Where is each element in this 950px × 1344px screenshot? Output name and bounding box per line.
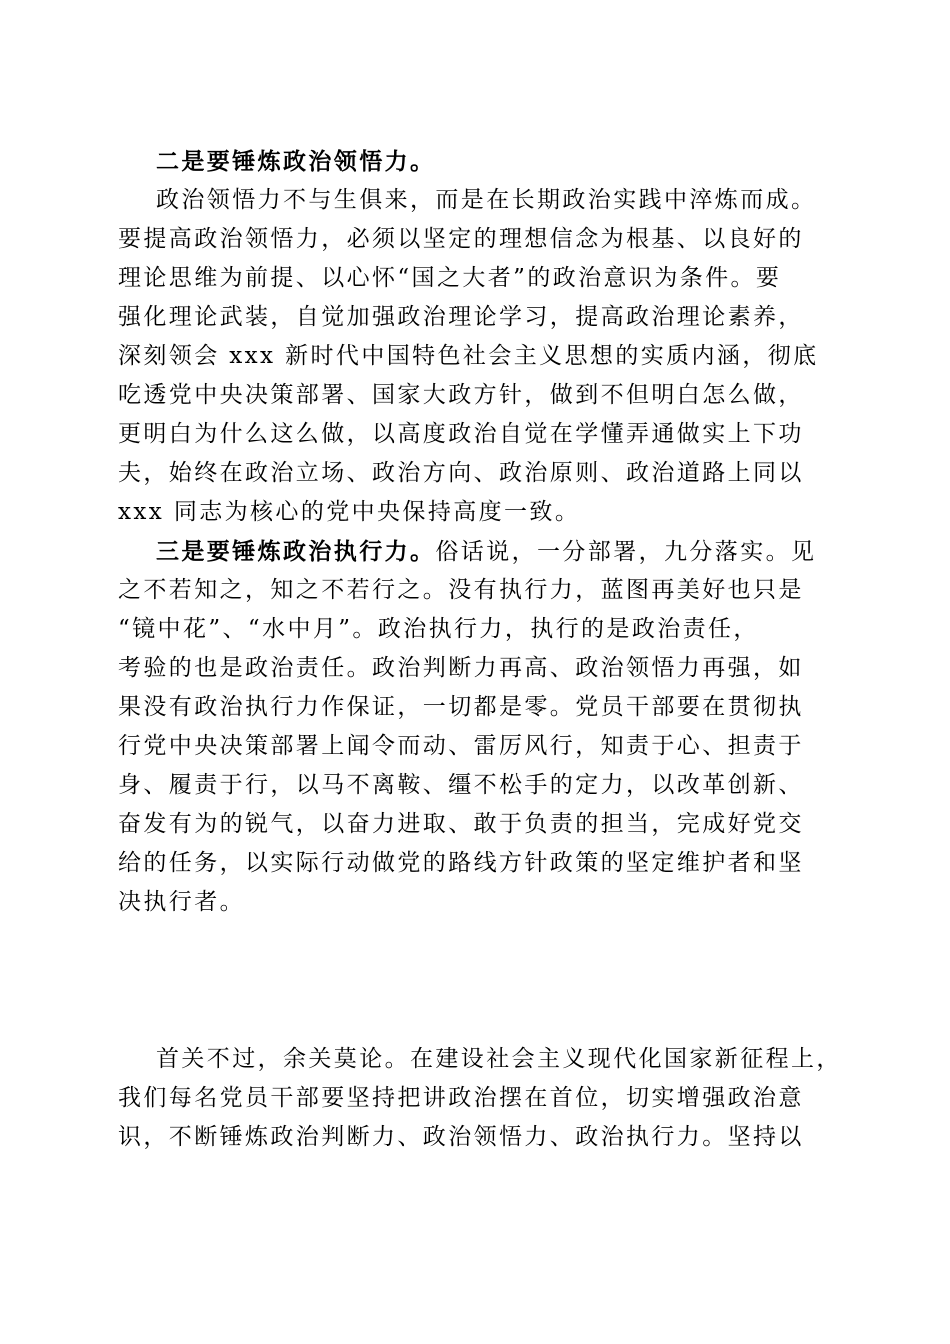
paragraph-text: 俗话说，一分部署，九分落实。见 [435,539,817,565]
paragraph-line: 更明白为什么这么做，以高度政治自觉在学懂弄通做实上下功 [118,421,804,447]
paragraph-line: 理论思维为前提、以心怀“国之大者”的政治意识为条件。要 [118,265,782,291]
paragraph-line: 深刻领会 xxx 新时代中国特色社会主义思想的实质内涵，彻底 [118,343,819,369]
paragraph-line: 首关不过，余关莫论。在建设社会主义现代化国家新征程上， [156,1046,842,1072]
section-heading: 三是要锤炼政治执行力。 [156,538,436,565]
paragraph-line: xxx 同志为核心的党中央保持高度一致。 [118,499,581,525]
paragraph-line: 行党中央决策部署上闻令而动、雷厉风行，知责于心、担责于 [118,733,804,759]
paragraph-line: 给的任务，以实际行动做党的路线方针政策的坚定维护者和坚 [118,850,804,876]
paragraph-line: 决执行者。 [118,889,245,915]
section-three-first-line [118,532,832,571]
paragraph-line: “镜中花”、“水中月”。政治执行力，执行的是政治责任， [118,616,759,642]
paragraph-line: 考验的也是政治责任。政治判断力再高、政治领悟力再强，如 [118,655,804,681]
paragraph-line: 强化理论武装，自觉加强政治理论学习，提高政治理论素养， [118,304,804,330]
paragraph-line: 身、履责于行，以马不离鞍、缰不松手的定力，以改革创新、 [118,772,804,798]
paragraph-line: 要提高政治领悟力，必须以坚定的理想信念为根基、以良好的 [118,226,804,252]
paragraph-line: 奋发有为的锐气，以奋力进取、敢于负责的担当，完成好党交 [118,811,804,837]
section-two [118,142,832,532]
conclusion [118,1040,842,1157]
paragraph-line: 识，不断锤炼政治判断力、政治领悟力、政治执行力。坚持以 [118,1124,804,1150]
section-three [118,532,832,922]
section-heading: 二是要锤炼政治领悟力。 [156,148,436,175]
paragraph-line: 果没有政治执行力作保证，一切都是零。党员干部要在贯彻执 [118,694,804,720]
paragraph-line: 政治领悟力不与生俱来，而是在长期政治实践中淬炼而成。 [156,187,817,213]
paragraph-line: 之不若知之，知之不若行之。没有执行力，蓝图再美好也只是 [118,577,804,603]
paragraph-line: 夫，始终在政治立场、政治方向、政治原则、政治道路上同以 [118,460,804,486]
paragraph-line: 吃透党中央决策部署、国家大政方针，做到不但明白怎么做， [118,382,804,408]
paragraph-line: 我们每名党员干部要坚持把讲政治摆在首位，切实增强政治意 [118,1085,804,1111]
